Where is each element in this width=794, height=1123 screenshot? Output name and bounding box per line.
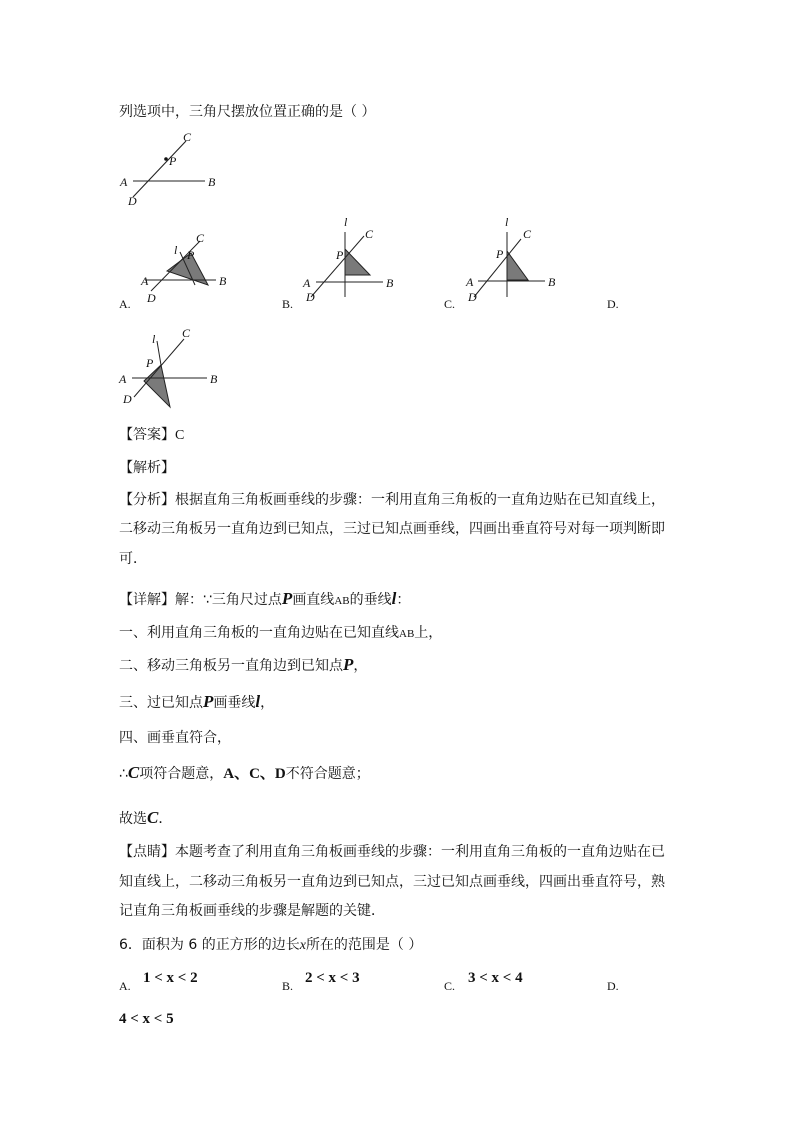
svg-text:B: B xyxy=(548,275,556,289)
svg-text:A: A xyxy=(141,274,149,288)
svg-text:P: P xyxy=(496,247,504,261)
answer-line: 【答案】C xyxy=(119,427,185,443)
svg-text:C: C xyxy=(182,326,191,340)
figure-option-b xyxy=(302,215,394,304)
figure-option-a xyxy=(140,231,227,305)
svg-text:P: P xyxy=(187,248,195,262)
svg-text:l: l xyxy=(174,243,178,257)
q6-option-b-math: 2 < x < 3 xyxy=(305,970,360,986)
svg-text:P: P xyxy=(146,356,154,370)
svg-text:C: C xyxy=(196,231,205,245)
q6-option-a-math: 1 < x < 2 xyxy=(143,970,198,986)
point-p xyxy=(164,157,168,161)
analysis-heading: 【解析】 xyxy=(119,460,175,476)
q6-option-d-math: 4 < x < 5 xyxy=(119,1011,174,1027)
svg-text:B: B xyxy=(386,276,394,290)
q6-option-c-label[interactable]: C. xyxy=(444,979,456,993)
detail-line-2: 一、利用直角三角板的一直角边贴在已知直线AB上， xyxy=(119,625,443,641)
svg-text:D: D xyxy=(306,290,315,304)
detail-line-7: 故选C． xyxy=(119,808,173,827)
figure-option-d xyxy=(118,326,218,407)
question-6-stem: 6．面积为 6 的正方形的边长x所在的范围是（ ） xyxy=(119,937,423,953)
dianjing-line-1: 【点睛】本题考查了利用直角三角板画垂线的步骤：一利用直角三角板的一直角边贴在已 xyxy=(119,844,665,860)
label-a: A xyxy=(120,175,128,189)
svg-text:B: B xyxy=(219,274,227,288)
q6-option-c-math: 3 < x < 4 xyxy=(468,970,523,986)
svg-text:D: D xyxy=(468,290,477,304)
svg-text:P: P xyxy=(336,248,344,262)
svg-text:l: l xyxy=(152,332,156,346)
svg-text:C: C xyxy=(523,227,532,241)
q6-option-a-label[interactable]: A. xyxy=(119,979,131,993)
svg-text:C: C xyxy=(365,227,374,241)
option-a-label[interactable]: A. xyxy=(119,297,131,311)
svg-text:A: A xyxy=(119,372,127,386)
dianjing-line-2: 知直线上，二移动三角板另一直角边到已知点，三过已知点画垂线，四画出垂直符号，熟 xyxy=(119,874,665,890)
figure-option-c xyxy=(465,215,556,304)
svg-text:l: l xyxy=(505,215,509,229)
detail-line-3: 二、移动三角板另一直角边到已知点P， xyxy=(119,655,368,674)
label-d: D xyxy=(128,194,137,208)
svg-text:D: D xyxy=(123,392,132,406)
dianjing-line-3: 记直角三角板画垂线的步骤是解题的关键． xyxy=(119,903,385,919)
label-p: P xyxy=(169,154,177,168)
fenxi-line-3: 可． xyxy=(119,551,147,567)
detail-line-4: 三、过已知点P画垂线l， xyxy=(119,692,275,711)
svg-text:A: A xyxy=(466,275,474,289)
svg-text:l: l xyxy=(344,215,348,229)
svg-text:A: A xyxy=(303,276,311,290)
q6-option-d-label[interactable]: D. xyxy=(607,979,619,993)
option-c-label[interactable]: C. xyxy=(444,297,456,311)
detail-line-5: 四、画垂直符合， xyxy=(119,730,231,746)
detail-line-1: 【详解】解：∵三角尺过点P画直线AB的垂线l： xyxy=(119,589,411,608)
label-b: B xyxy=(208,175,216,189)
question-5-stem: 列选项中，三角尺摆放位置正确的是（ ） xyxy=(119,104,376,120)
line-cd xyxy=(133,141,186,197)
fenxi-line-1: 【分析】根据直角三角板画垂线的步骤：一利用直角三角板的一直角边贴在已知直线上， xyxy=(119,492,665,508)
option-b-label[interactable]: B. xyxy=(282,297,294,311)
label-c: C xyxy=(183,130,192,144)
option-d-label[interactable]: D. xyxy=(607,297,619,311)
svg-text:D: D xyxy=(147,291,156,305)
q6-option-b-label[interactable]: B. xyxy=(282,979,294,993)
fenxi-line-2: 二移动三角板另一直角边到已知点，三过已知点画垂线，四画出垂直符号对每一项判断即 xyxy=(119,521,665,537)
svg-text:B: B xyxy=(210,372,218,386)
detail-line-6: ∴C项符合题意，A、C、D不符合题意； xyxy=(119,763,370,782)
